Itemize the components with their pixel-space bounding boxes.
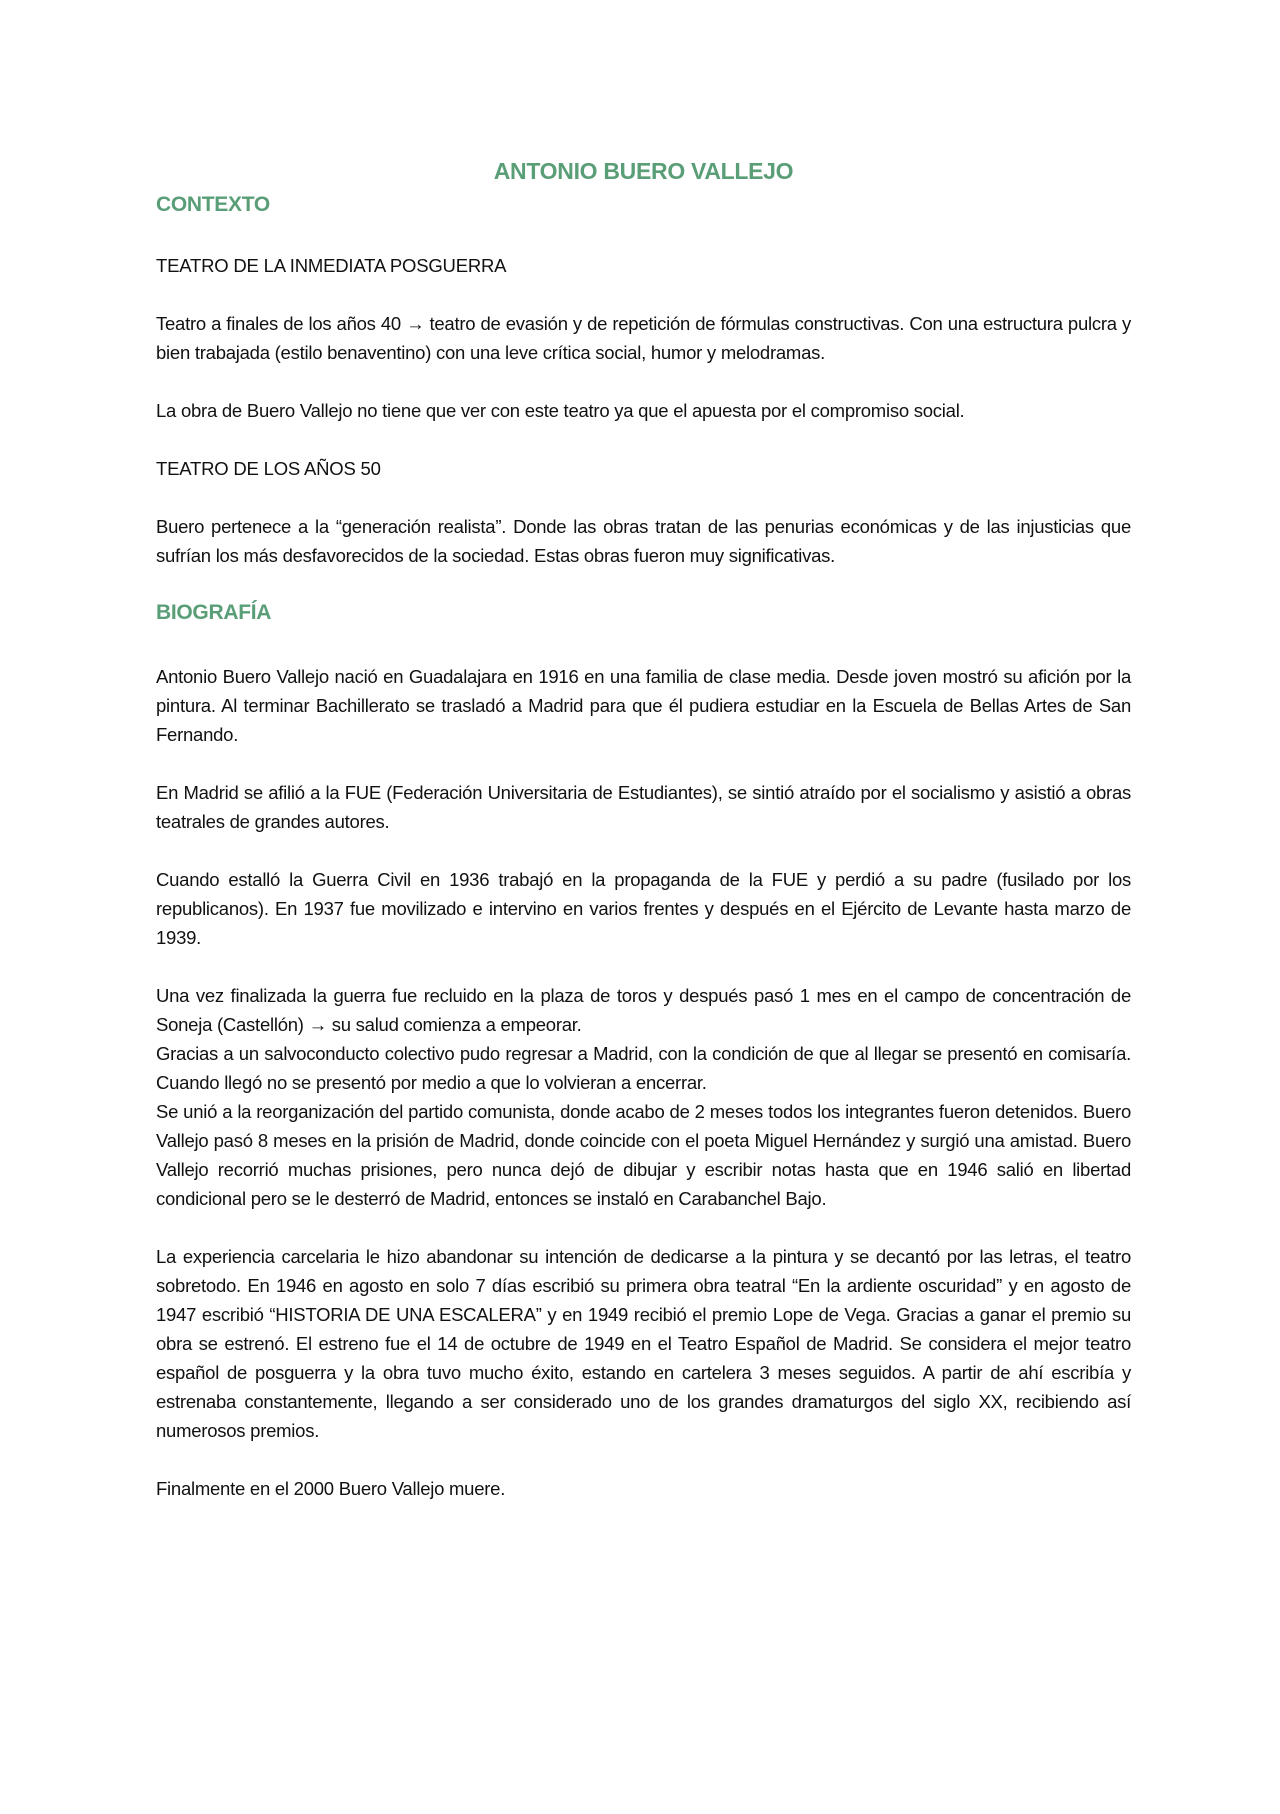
document-title: ANTONIO BUERO VALLEJO — [493, 158, 794, 184]
subheading-inmediata-posguerra: TEATRO DE LA INMEDIATA POSGUERRA — [156, 255, 507, 276]
document-page — [156, 155, 1131, 1532]
paragraph: Se unió a la reorganización del partido comunista, donde acabo de 2 meses todos los integrantes fueron detenidos. Buero Vallejo pasó 8 meses en la prisión de Madrid, donde coincide con el poeta Miguel Hernández y surgió una amistad. Buero Vallejo recorrió muchas prisiones, pero nunca dejó de dibujar y escribir notas hasta que en 1946 salió en libertad condicional pero se le desterró de Madrid, entonces se instaló en Carabanchel Bajo. — [156, 1101, 1131, 1209]
paragraph: Gracias a un salvoconducto colectivo pudo regresar a Madrid, con la condición de que al llegar se presentó en comisaría. Cuando llegó no se presentó por medio a que lo volvieran a encerrar. — [156, 1043, 1131, 1093]
section-heading-biografia: BIOGRAFÍA — [156, 601, 272, 624]
paragraph: La obra de Buero Vallejo no tiene que ver con este teatro ya que el apuesta por el compromiso social. — [156, 400, 965, 421]
paragraph: Finalmente en el 2000 Buero Vallejo muere. — [156, 1478, 506, 1499]
paragraph: Antonio Buero Vallejo nació en Guadalajara en 1916 en una familia de clase media. Desde joven mostró su afición por la pintura. Al terminar Bachillerato se trasladó a Madrid para que él pudiera estudiar en la Escuela de Bellas Artes de San Fernando. — [156, 666, 1131, 745]
paragraph: Cuando estalló la Guerra Civil en 1936 trabajó en la propaganda de la FUE y perdió a su padre (fusilado por los republicanos). En 1937 fue movilizado e intervino en varios frentes y después en el Ejército de Levante hasta marzo de 1939. — [156, 869, 1131, 948]
paragraph: La experiencia carcelaria le hizo abandonar su intención de dedicarse a la pintura y se decantó por las letras, el teatro sobretodo. En 1946 en agosto en solo 7 días escribió su primera obra teatral “En la ardiente oscuridad” y en agosto de 1947 escribió “HISTORIA DE UNA ESCALERA” y en 1949 recibió el premio Lope de Vega. Gracias a ganar el premio su obra se estrenó. El estreno fue el 14 de octubre de 1949 en el Teatro Español de Madrid. Se considera el mejor teatro español de posguerra y la obra tuvo mucho éxito, estando en cartelera 3 meses seguidos. A partir de ahí escribía y estrenaba constantemente, llegando a ser considerado uno de los grandes dramaturgos del siglo XX, recibiendo así numerosos premios. — [156, 1246, 1131, 1441]
subheading-anos-50: TEATRO DE LOS AÑOS 50 — [156, 458, 381, 479]
paragraph: En Madrid se afilió a la FUE (Federación Universitaria de Estudiantes), se sintió atraído por el socialismo y asistió a obras teatrales de grandes autores. — [156, 782, 1131, 832]
paragraph: Una vez finalizada la guerra fue recluido en la plaza de toros y después pasó 1 mes en el campo de concentración de Soneja (Castellón) → su salud comienza a empeorar. — [156, 985, 1131, 1035]
paragraph: Teatro a finales de los años 40 → teatro de evasión y de repetición de fórmulas constructivas. Con una estructura pulcra y bien trabajada (estilo benaventino) con una leve crítica social, humor y melodramas. — [156, 313, 1131, 363]
section-heading-contexto: CONTEXTO — [156, 193, 270, 216]
paragraph: Buero pertenece a la “generación realista”. Donde las obras tratan de las penurias económicas y de las injusticias que sufrían los más desfavorecidos de la sociedad. Estas obras fueron muy significativas. — [156, 516, 1131, 566]
